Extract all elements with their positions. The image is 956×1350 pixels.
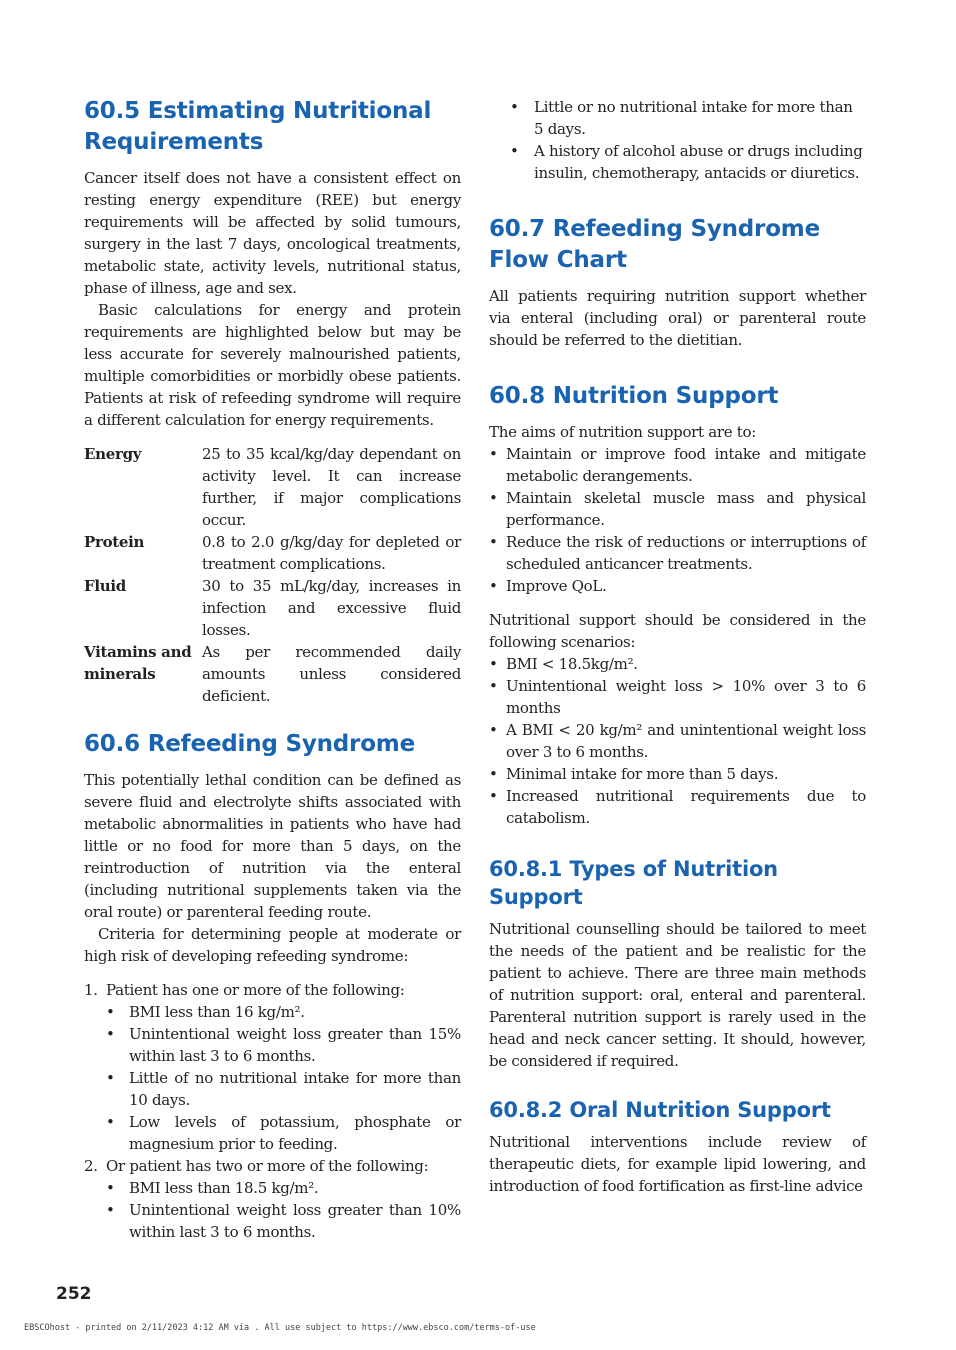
requirements-table [84, 443, 461, 707]
section-60-8-2 [489, 1096, 866, 1197]
list-item: • A history of alcohol abuse or drugs including insulin, chemotherapy, antacids or diuretics. [534, 140, 866, 184]
aims-list [489, 443, 866, 597]
requirement-value: As per recommended daily amounts unless considered deficient. [202, 643, 461, 705]
section-60-6-paragraph-2: Criteria for determining people at moderate or high risk of developing refeeding syndrome: [84, 925, 461, 965]
criteria-text: Patient has one or more of the following: [106, 981, 405, 999]
requirement-label: Fluid [84, 577, 126, 595]
criteria-item [84, 979, 461, 1155]
criteria-item [84, 1155, 461, 1243]
list-item: • Little of no nutritional intake for more than 10 days. [129, 1067, 461, 1111]
section-60-7-paragraph: All patients requiring nutrition support whether via enteral (including oral) or parenteral route should be referred to the dietitian. [489, 287, 866, 349]
requirements-row [84, 575, 461, 641]
section-60-7 [489, 214, 866, 351]
list-item: • Unintentional weight loss greater than 15% within last 3 to 6 months. [129, 1023, 461, 1067]
left-column [84, 96, 461, 1243]
list-item: • BMI < 18.5kg/m². [506, 653, 866, 675]
section-60-8-2-heading: 60.8.2 Oral Nutrition Support [489, 1098, 831, 1122]
section-60-8 [489, 381, 866, 829]
page-number: 252 [56, 1284, 92, 1304]
list-item: • Little or no nutritional intake for more than 5 days. [534, 96, 866, 140]
section-60-6 [84, 729, 461, 1243]
list-item: • Minimal intake for more than 5 days. [506, 763, 866, 785]
list-item: • Unintentional weight loss greater than 10% within last 3 to 6 months. [129, 1199, 461, 1243]
criteria-sublist [106, 1001, 461, 1155]
requirement-label: Energy [84, 445, 142, 463]
section-60-8-paragraph-2: Nutritional support should be considered in the following scenarios: [489, 611, 866, 651]
list-item: • A BMI < 20 kg/m² and unintentional weight loss over 3 to 6 months. [506, 719, 866, 763]
list-item: • Maintain or improve food intake and mitigate metabolic derangements. [506, 443, 866, 487]
scenarios-list [489, 653, 866, 829]
section-60-8-heading: 60.8 Nutrition Support [489, 383, 779, 409]
section-60-7-heading: 60.7 Refeeding Syndrome Flow Chart [489, 216, 820, 273]
requirement-value: 25 to 35 kcal/kg/day dependant on activity level. It can increase further, if major complications occur. [202, 445, 461, 529]
section-60-5-paragraph-2: Basic calculations for energy and protein requirements are highlighted below but may be less accurate for severely malnourished patients, multiple comorbidities or morbidly obese patients. Patients at risk of refeeding syndrome will require a different calculation for energy requirements. [84, 301, 461, 429]
list-item: • Maintain skeletal muscle mass and physical performance. [506, 487, 866, 531]
requirement-value: 30 to 35 mL/kg/day, increases in infection and excessive fluid losses. [202, 577, 461, 639]
list-item: • Low levels of potassium, phosphate or magnesium prior to feeding. [129, 1111, 461, 1155]
requirement-value: 0.8 to 2.0 g/kg/day for depleted or treatment complications. [202, 533, 461, 573]
section-60-8-1-heading: 60.8.1 Types of Nutrition Support [489, 857, 778, 909]
list-item: • Unintentional weight loss > 10% over 3 to 6 months [506, 675, 866, 719]
list-item: • Improve QoL. [506, 575, 866, 597]
section-60-5-paragraph-1: Cancer itself does not have a consistent effect on resting energy expenditure (REE) but energy requirements will be affected by solid tumours, surgery in the last 7 days, oncological treatments, metabolic state, activity levels, nutritional status, phase of illness, age and sex. [84, 169, 461, 297]
section-60-5-heading: 60.5 Estimating Nutritional Requirements [84, 98, 432, 155]
section-60-6-heading: 60.6 Refeeding Syndrome [84, 731, 415, 757]
criteria-number: 2. [84, 1157, 98, 1175]
criteria-list [84, 979, 461, 1243]
list-item: • Increased nutritional requirements due to catabolism. [506, 785, 866, 829]
criteria-sublist [106, 1177, 461, 1243]
criteria-number: 1. [84, 981, 98, 999]
requirements-row [84, 531, 461, 575]
section-60-8-1 [489, 855, 866, 1072]
list-item: • BMI less than 18.5 kg/m². [129, 1177, 461, 1199]
criteria-text: Or patient has two or more of the following: [106, 1157, 429, 1175]
section-60-8-2-paragraph: Nutritional interventions include review of therapeutic diets, for example lipid lowering, and introduction of food fortification as first-line advice [489, 1133, 866, 1195]
requirements-row [84, 443, 461, 531]
list-item: • BMI less than 16 kg/m². [129, 1001, 461, 1023]
criteria-continuation-list [510, 96, 866, 184]
right-column [489, 96, 866, 1197]
section-60-8-paragraph-1: The aims of nutrition support are to: [489, 423, 757, 441]
footer-notice: EBSCOhost - printed on 2/11/2023 4:12 AM via . All use subject to https://www.ebsco.com/terms-of-use [24, 1323, 536, 1333]
requirement-label: Protein [84, 533, 145, 551]
requirements-row [84, 641, 461, 707]
list-item: • Reduce the risk of reductions or interruptions of scheduled anticancer treatments. [506, 531, 866, 575]
requirement-label: Vitamins and minerals [84, 643, 192, 683]
section-60-6-paragraph-1: This potentially lethal condition can be defined as severe fluid and electrolyte shifts associated with metabolic abnormalities in patients who have had little or no food for more than 5 days, on the reintroduction of nutrition via the enteral (including nutritional supplements taken via the oral route) or parenteral feeding route. [84, 771, 461, 921]
section-60-8-1-paragraph: Nutritional counselling should be tailored to meet the needs of the patient and be realistic for the patient to achieve. There are three main methods of nutrition support: oral, enteral and parenteral. Parenteral nutrition support is rarely used in the head and neck cancer setting. It should, however, be considered if required. [489, 920, 866, 1070]
